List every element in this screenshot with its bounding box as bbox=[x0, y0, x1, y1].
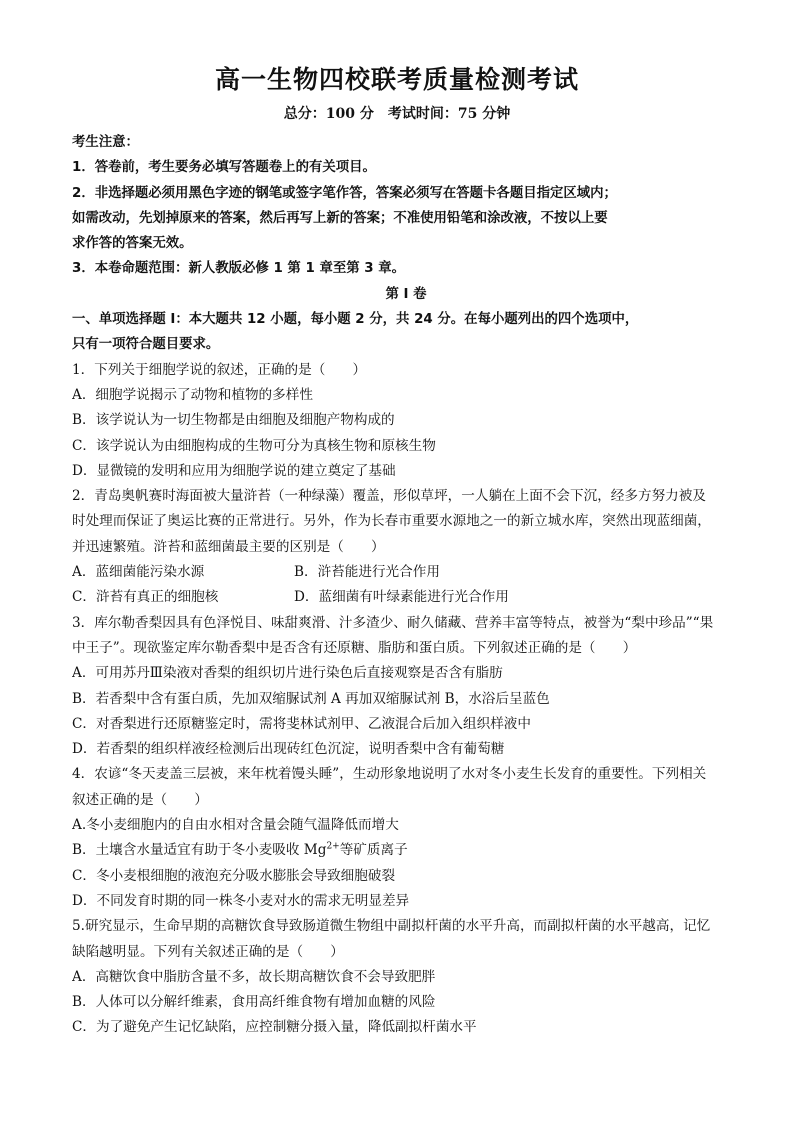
question-5-stem: 5.研究显示，生命早期的高糖饮食导致肠道微生物组中副拟杆菌的水平升高，而副拟杆菌的水平越高，记忆 bbox=[72, 918, 711, 935]
question-4-option-b-text: B．土壤含水量适宜有助于冬小麦吸收 Mg bbox=[72, 842, 327, 859]
section-instruction: 只有一项符合题目要求。 bbox=[72, 337, 220, 353]
notice-item: 2．非选择题必须用黑色字迹的钢笔或签字笔作答，答案必须写在答题卡各题目指定区域内； bbox=[72, 185, 617, 201]
question-2-stem: 时处理而保证了奥运比赛的正常进行。另外，作为长春市重要水源地之一的新立城水库，突然出现蓝细菌， bbox=[72, 513, 711, 530]
question-2-option: D．蓝细菌有叶绿素能进行光合作用 bbox=[294, 589, 509, 606]
question-4-option: A.冬小麦细胞内的自由水相对含量会随气温降低而增大 bbox=[72, 817, 399, 834]
section-instruction: 一、单项选择题 I：本大题共 12 小题，每小题 2 分，共 24 分。在每小题列出的四个选项中， bbox=[72, 312, 639, 328]
question-3-option: C．对香梨进行还原糖鉴定时，需将斐林试剂甲、乙液混合后加入组织样液中 bbox=[72, 715, 531, 732]
question-2-option: A．蓝细菌能污染水源 bbox=[72, 564, 205, 581]
exam-title: 高一生物四校联考质量检测考试 bbox=[214, 65, 579, 94]
question-4-option: D．不同发育时期的同一株冬小麦对水的需求无明显差异 bbox=[72, 892, 410, 909]
exam-content bbox=[72, 130, 740, 1041]
ion-charge-superscript: 2+ bbox=[326, 841, 340, 852]
question-2-option: B．浒苔能进行光合作用 bbox=[294, 564, 440, 581]
question-4-option bbox=[72, 838, 740, 863]
question-3-option: B．若香梨中含有蛋白质，先加双缩脲试剂 A 再加双缩脲试剂 B，水浴后呈蓝色 bbox=[72, 690, 550, 707]
question-1-option: A．细胞学说揭示了动物和植物的多样性 bbox=[72, 386, 313, 403]
question-5-option: C．为了避免产生记忆缺陷，应控制糖分摄入量，降低副拟杆菌水平 bbox=[72, 1019, 477, 1036]
question-1-option: D．显微镜的发明和应用为细胞学说的建立奠定了基础 bbox=[72, 462, 396, 479]
question-2-stem: 2．青岛奥帆赛时海面被大量浒苔（一种绿藻）覆盖，形似草坪，一人躺在上面不会下沉，经多方努力被及 bbox=[72, 488, 706, 505]
question-2-options-row bbox=[72, 560, 740, 585]
notice-item: 如需改动，先划掉原来的答案，然后再写上新的答案；不准使用铅笔和涂改液，不按以上要 bbox=[72, 210, 608, 226]
question-5-stem: 缺陷越明显。下列有关叙述正确的是（ ） bbox=[72, 943, 344, 960]
question-4-option-b-suffix: 等矿质离子 bbox=[339, 842, 408, 859]
question-1-option: B．该学说认为一切生物都是由细胞及细胞产物构成的 bbox=[72, 412, 395, 429]
question-5-option: A．高糖饮食中脂肪含量不多，故长期高糖饮食不会导致肥胖 bbox=[72, 968, 436, 985]
notice-item: 求作答的答案无效。 bbox=[72, 236, 193, 252]
question-4-stem: 4．农谚“冬天麦盖三层被，来年枕着馒头睡”，生动形象地说明了水对冬小麦生长发育的重要性。下列相关 bbox=[72, 766, 707, 783]
question-3-option: D．若香梨的组织样液经检测后出现砖红色沉淀，说明香梨中含有葡萄糖 bbox=[72, 741, 505, 758]
question-3-option: A．可用苏丹Ⅲ染液对香梨的组织切片进行染色后直接观察是否含有脂肪 bbox=[72, 665, 503, 682]
question-5-option: B．人体可以分解纤维素，食用高纤维食物有增加血糖的风险 bbox=[72, 994, 436, 1011]
question-1-stem: 1．下列关于细胞学说的叙述，正确的是（ ） bbox=[72, 361, 367, 378]
question-1-option: C．该学说认为由细胞构成的生物可分为真核生物和原核生物 bbox=[72, 437, 436, 454]
notice-item: 3．本卷命题范围：新人教版必修 1 第 1 章至第 3 章。 bbox=[72, 261, 406, 277]
notice-heading: 考生注意： bbox=[72, 135, 139, 150]
question-4-option: C．冬小麦根细胞的液泡充分吸水膨胀会导致细胞破裂 bbox=[72, 867, 396, 884]
question-3-stem: 3．库尔勒香梨因具有色泽悦目、味甜爽滑、汁多渣少、耐久储藏、营养丰富等特点，被誉为“梨中珍品”“果 bbox=[72, 614, 714, 631]
question-2-options-row bbox=[72, 585, 740, 610]
question-3-stem: 中王子”。现欲鉴定库尔勒香梨中是否含有还原糖、脂肪和蛋白质。下列叙述正确的是（ ） bbox=[72, 639, 637, 656]
question-2-stem: 并迅速繁殖。浒苔和蓝细菌最主要的区别是（ ） bbox=[72, 538, 385, 555]
notice-item: 1．答卷前，考生要务必填写答题卷上的有关项目。 bbox=[72, 160, 376, 176]
question-2-option: C．浒苔有真正的细胞核 bbox=[72, 589, 219, 606]
section-title: 第 I 卷 bbox=[385, 286, 427, 302]
exam-subtitle: 总分：100 分 考试时间：75 分钟 bbox=[283, 106, 511, 122]
question-4-stem: 叙述正确的是（ ） bbox=[72, 791, 208, 808]
